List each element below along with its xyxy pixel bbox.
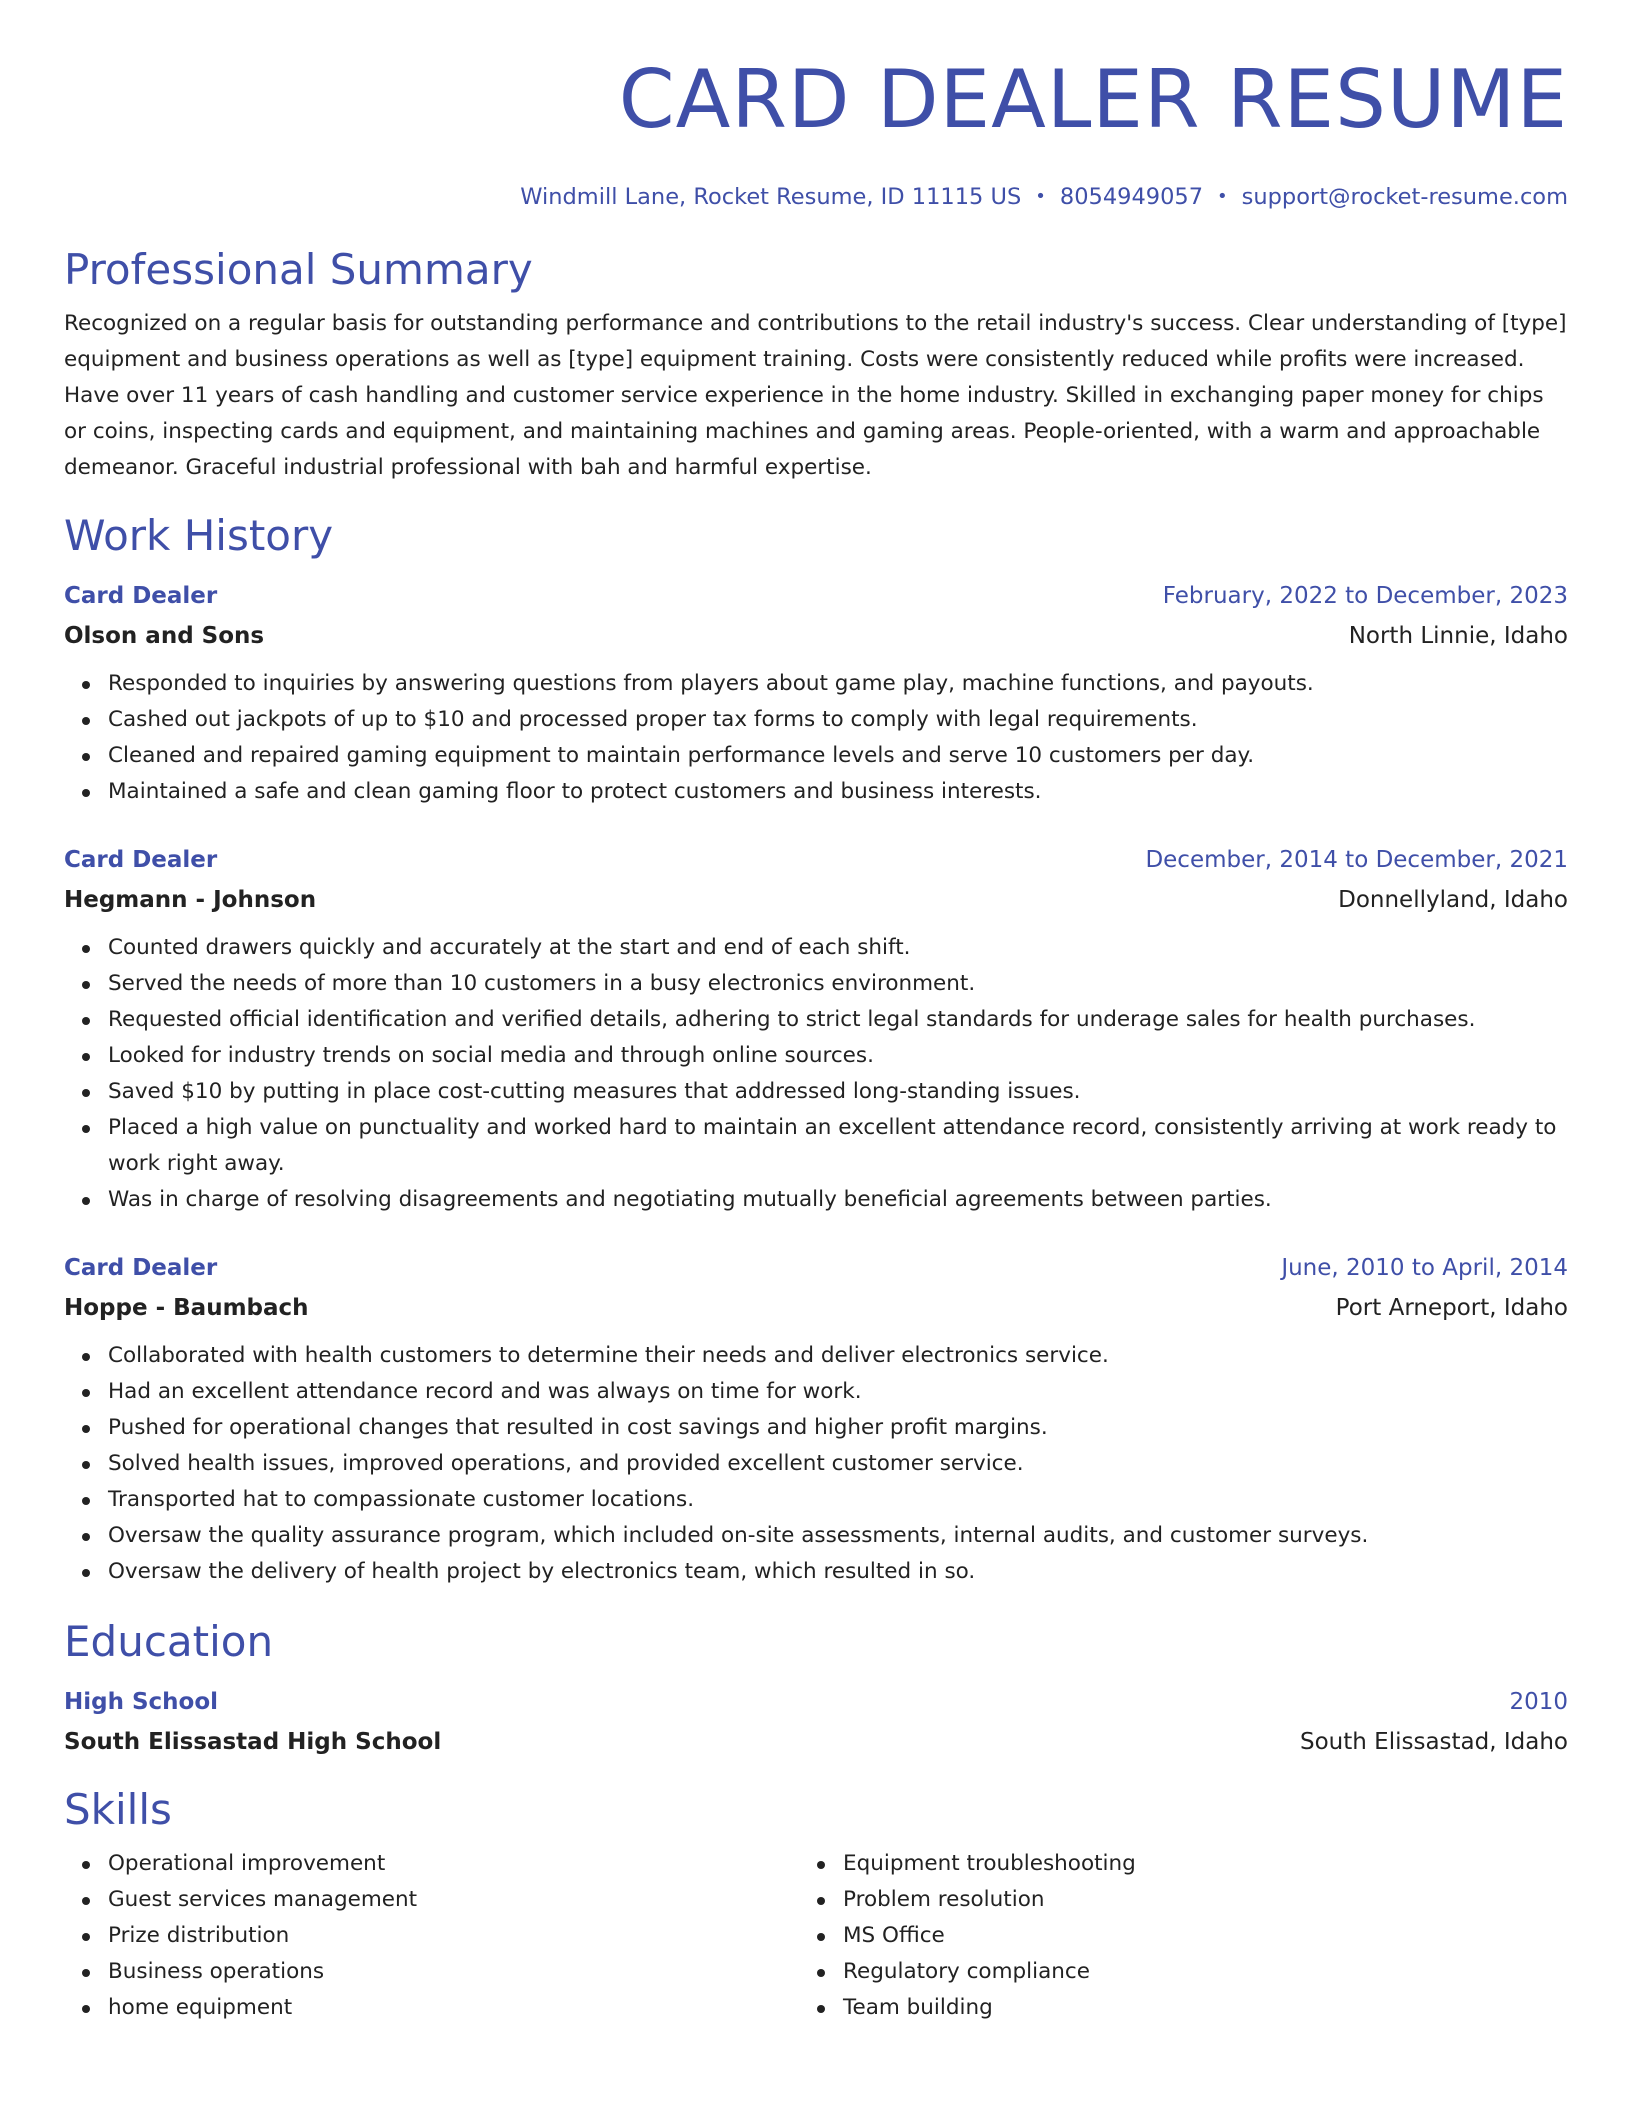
skill-item: Prize distribution <box>108 1918 799 1954</box>
skill-item: Team building <box>843 1990 1568 2026</box>
job-entry <box>64 1248 1568 1590</box>
job-dates: June, 2010 to April, 2014 <box>1281 1255 1568 1281</box>
summary-text: Recognized on a regular basis for outstanding performance and contributions to the retail industry's success. Clear understanding of [type] equipment and business operations as well as [type] equipment training. Costs were consistently reduced while profits were increased. Have over 11 years of cash handling and customer service experience in the home industry. Skilled in exchanging paper money for chips or coins, inspecting cards and equipment, and maintaining machines and gaming areas. People-oriented, with a warm and approachable demeanor. Graceful industrial professional with bah and harmful expertise. <box>64 311 1567 480</box>
section-title-skills: Skills <box>64 1785 172 1834</box>
list-item: Requested official identification and verified details, adhering to strict legal standards for underage sales for health purchases. <box>108 1002 1568 1038</box>
job-entry <box>64 840 1568 1218</box>
list-item: Cashed out jackpots of up to $10 and processed proper tax forms to comply with legal requirements. <box>108 702 1568 738</box>
job-location: North Linnie, Idaho <box>1348 623 1568 649</box>
list-item: Solved health issues, improved operations, and provided excellent customer service. <box>108 1446 1568 1482</box>
separator-dot: • <box>1217 186 1228 207</box>
list-item: Oversaw the quality assurance program, which included on-site assessments, internal audits, and customer surveys. <box>108 1518 1568 1554</box>
skill-item: Guest services management <box>108 1882 799 1918</box>
list-item: Transported hat to compassionate customer locations. <box>108 1482 1568 1518</box>
job-role: Card Dealer <box>64 1255 218 1281</box>
list-item: Pushed for operational changes that resulted in cost savings and higher profit margins. <box>108 1410 1568 1446</box>
list-item: Counted drawers quickly and accurately at the start and end of each shift. <box>108 930 1568 966</box>
skills-bullets-left <box>64 1846 799 2026</box>
list-item: Had an excellent attendance record and was always on time for work. <box>108 1374 1568 1410</box>
skill-item: MS Office <box>843 1918 1568 1954</box>
job-bullets <box>64 666 1568 810</box>
job-role: Card Dealer <box>64 583 218 609</box>
skills-column-right <box>799 1846 1568 2026</box>
skill-item: Equipment troubleshooting <box>843 1846 1568 1882</box>
list-item: Oversaw the delivery of health project by electronics team, which resulted in so. <box>108 1554 1568 1590</box>
job-bullets <box>64 1338 1568 1590</box>
job-role: Card Dealer <box>64 847 218 873</box>
job-location: Donnellyland, Idaho <box>1338 887 1568 913</box>
contact-phone: 8054949057 <box>1059 184 1204 210</box>
skill-item: Problem resolution <box>843 1882 1568 1918</box>
contact-address: Windmill Lane, Rocket Resume, ID 11115 US <box>520 184 1022 210</box>
job-company: Hoppe - Baumbach <box>64 1295 309 1321</box>
list-item: Served the needs of more than 10 customers in a busy electronics environment. <box>108 966 1568 1002</box>
education-year: 2010 <box>1509 1689 1568 1715</box>
contact-line <box>64 182 1568 212</box>
skills-column-left <box>64 1846 799 2026</box>
education-entry <box>64 1682 1568 1762</box>
separator-dot: • <box>1035 186 1046 207</box>
section-title-summary: Professional Summary <box>64 245 533 294</box>
job-entry <box>64 576 1568 810</box>
section-title-education: Education <box>64 1617 274 1666</box>
list-item: Placed a high value on punctuality and worked hard to maintain an excellent attendance record, consistently arriving at work ready to work right away. <box>108 1110 1568 1182</box>
education-location: South Elissastad, Idaho <box>1300 1729 1568 1755</box>
skill-item: Operational improvement <box>108 1846 799 1882</box>
section-title-work-history: Work History <box>64 511 334 560</box>
list-item: Maintained a safe and clean gaming floor to protect customers and business interests. <box>108 774 1568 810</box>
job-dates: December, 2014 to December, 2021 <box>1145 847 1568 873</box>
skill-item: Regulatory compliance <box>843 1954 1568 1990</box>
job-bullets <box>64 930 1568 1218</box>
skill-item: Business operations <box>108 1954 799 1990</box>
skill-item: home equipment <box>108 1990 799 2026</box>
skills-bullets-right <box>799 1846 1568 2026</box>
list-item: Cleaned and repaired gaming equipment to maintain performance levels and serve 10 customers per day. <box>108 738 1568 774</box>
job-location: Port Arneport, Idaho <box>1335 1295 1568 1321</box>
contact-email[interactable]: support@rocket-resume.com <box>1241 184 1568 210</box>
job-dates: February, 2022 to December, 2023 <box>1162 583 1568 609</box>
education-degree: High School <box>64 1689 219 1715</box>
list-item: Was in charge of resolving disagreements and negotiating mutually beneficial agreements between parties. <box>108 1182 1568 1218</box>
job-company: Olson and Sons <box>64 623 265 649</box>
education-school: South Elissastad High School <box>64 1729 442 1755</box>
resume-title: CARD DEALER RESUME <box>618 53 1568 146</box>
list-item: Looked for industry trends on social media and through online sources. <box>108 1038 1568 1074</box>
list-item: Saved $10 by putting in place cost-cutting measures that addressed long-standing issues. <box>108 1074 1568 1110</box>
skills-list <box>64 1846 1568 2026</box>
job-company: Hegmann - Johnson <box>64 887 317 913</box>
list-item: Responded to inquiries by answering questions from players about game play, machine functions, and payouts. <box>108 666 1568 702</box>
list-item: Collaborated with health customers to determine their needs and deliver electronics service. <box>108 1338 1568 1374</box>
